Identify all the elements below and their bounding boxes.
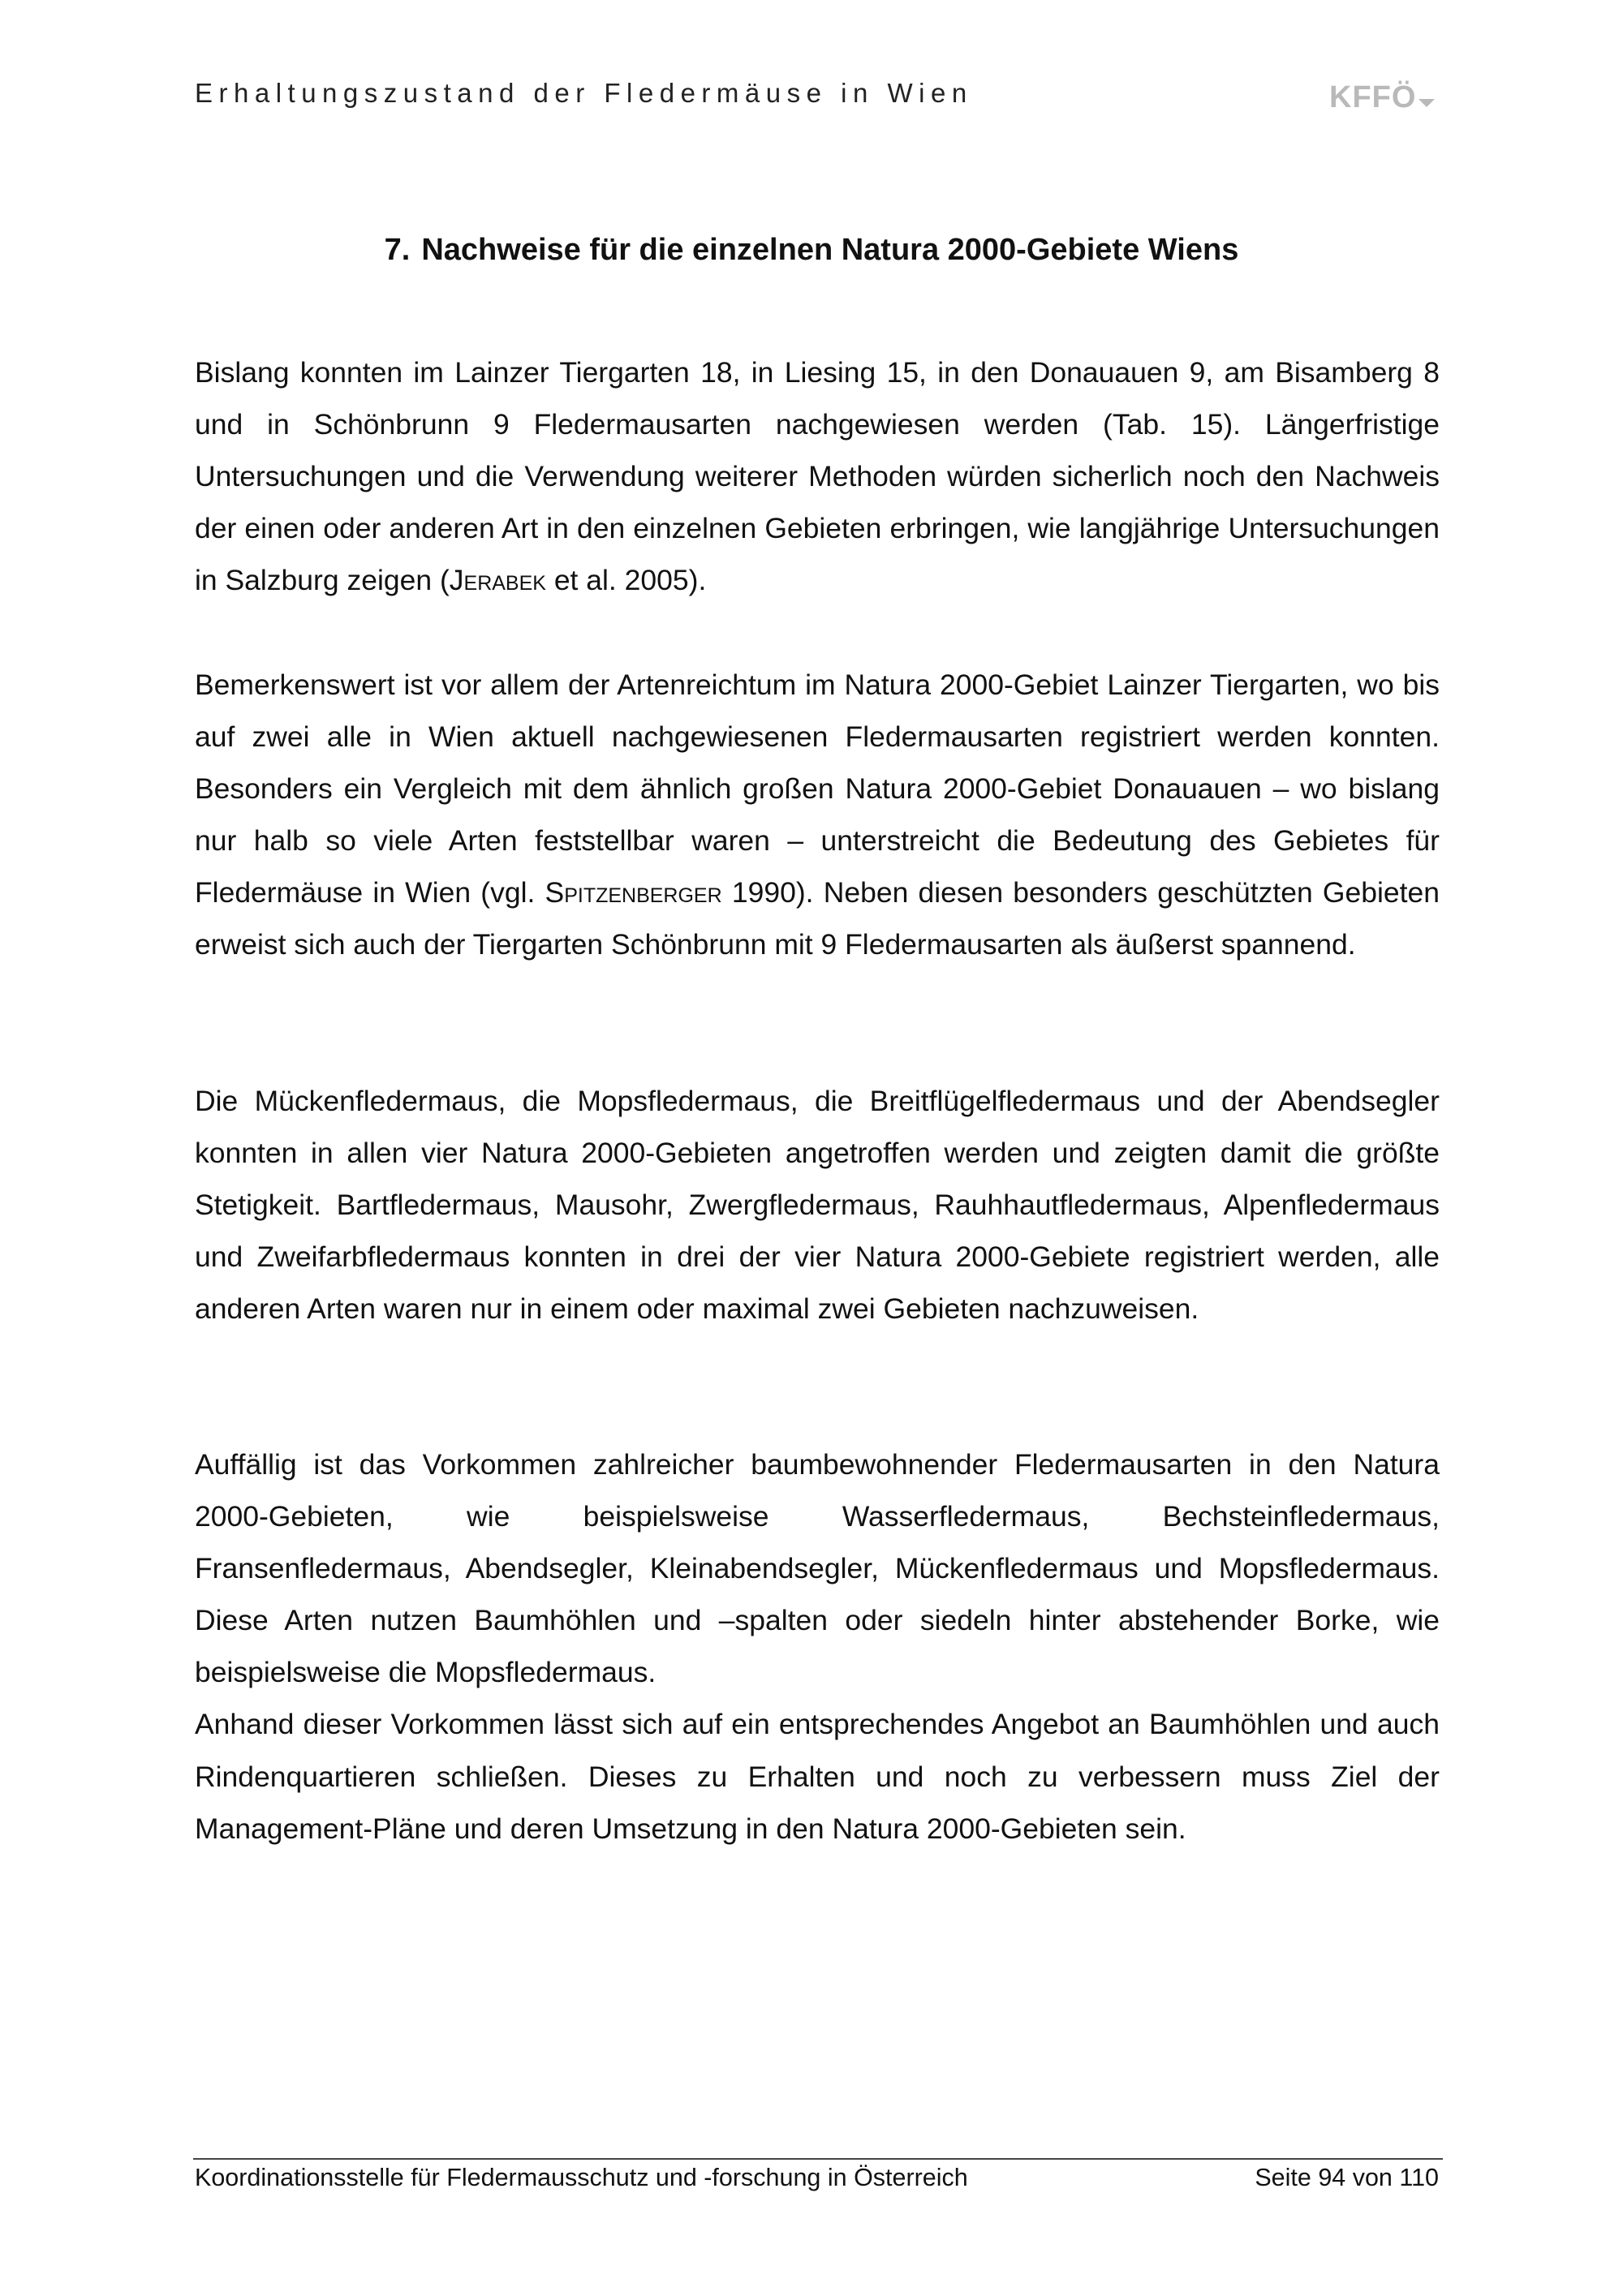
p4-text-b: Anhand dieser Vorkommen lässt sich auf ein entsprechendes Angebot an Baumhöhlen und auch Rindenquartieren schließen. Dieses zu Erhalten und noch zu verbessern muss Ziel der Management-Pläne und deren Umsetzung in den Natura 2000-Gebieten sein. xyxy=(195,1708,1440,1845)
p4-text-a: Auffällig ist das Vorkommen zahlreicher baumbewohnender Fledermausarten in den Natura 2000-Gebieten, wie beispielsweise Wasserfledermaus, Bechsteinfledermaus, Fransenfledermaus, Abendsegler, Kleinabendsegler, Mückenfledermaus und Mopsfledermaus. Diese Arten nutzen Baumhöhlen und –spalten oder siedeln hinter abstehender Borke, wie beispielsweise die Mopsfledermaus. xyxy=(195,1448,1440,1689)
p1-text-end: et al. 2005). xyxy=(545,564,707,597)
footer-organization: Koordinationsstelle für Fledermausschutz und -forschung in Österreich xyxy=(195,2164,968,2191)
p2-text-start: Bemerkenswert ist vor allem der Artenreichtum im Natura 2000-Gebiet Lainzer Tiergarten, wo bis auf zwei alle in Wien aktuell nachgewiesenen Fledermausarten registriert werden konnten. Besonders ein Vergleich mit dem ähnlich großen Natura 2000-Gebiet Donauauen – wo bislang nur halb so viele Arten feststellbar waren – unterstreicht die Bedeutung des Gebietes für Fledermäuse in Wien (vgl. xyxy=(195,669,1440,909)
citation-author-spitzenberger: Spitzenberger xyxy=(545,876,722,909)
paragraph-tree-dwelling-bats xyxy=(195,1438,1440,1855)
section-title: Nachweise für die einzelnen Natura 2000-Gebiete Wiens xyxy=(421,233,1239,267)
logo-bat-mark xyxy=(1419,99,1435,107)
paragraph-lainzer-tiergarten xyxy=(195,659,1440,971)
p1-text-start: Bislang konnten im Lainzer Tiergarten 18, in Liesing 15, in den Donauauen 9, am Bisamberg 8 und in Schönbrunn 9 Fledermausarten nachgewiesen werden (Tab. 15). Längerfristige Untersuchungen und die Verwendung weiterer Methoden würden sicherlich noch den Nachweis der einen oder anderen Art in den einzelnen Gebieten erbringen, wie langjährige Untersuchungen in Salzburg zeigen ( xyxy=(195,356,1440,597)
footer-divider xyxy=(193,2158,1443,2160)
section-number: 7. xyxy=(384,233,411,267)
svg-text:KFFÖ: KFFÖ xyxy=(1329,80,1417,114)
section-heading xyxy=(0,233,1623,268)
page-number: Seite 94 von 110 xyxy=(1255,2164,1439,2191)
paragraph-species-counts xyxy=(195,346,1440,606)
citation-author-jerabek: Jerabek xyxy=(449,564,546,597)
paragraph-species-constancy: Die Mückenfledermaus, die Mopsfledermaus, die Breitflügelfledermaus und der Abendsegler konnten in allen vier Natura 2000-Gebieten angetroffen werden und zeigten damit die größte Stetigkeit. Bartfledermaus, Mausohr, Zwergfledermaus, Rauhhautfledermaus, Alpenfledermaus und Zweifarbfledermaus konnten in drei der vier Natura 2000-Gebiete registriert werden, alle anderen Arten waren nur in einem oder maximal zwei Gebieten nachzuweisen. xyxy=(195,1085,1440,1326)
p2-text-end: 1990). Neben diesen besonders geschützten Gebieten erweist sich auch der Tiergarten Schönbrunn mit 9 Fledermausarten als äußerst spannend. xyxy=(195,876,1440,961)
kffoe-logo xyxy=(1328,75,1441,115)
running-header-title: Erhaltungszustand der Fledermäuse in Wien xyxy=(195,78,973,108)
